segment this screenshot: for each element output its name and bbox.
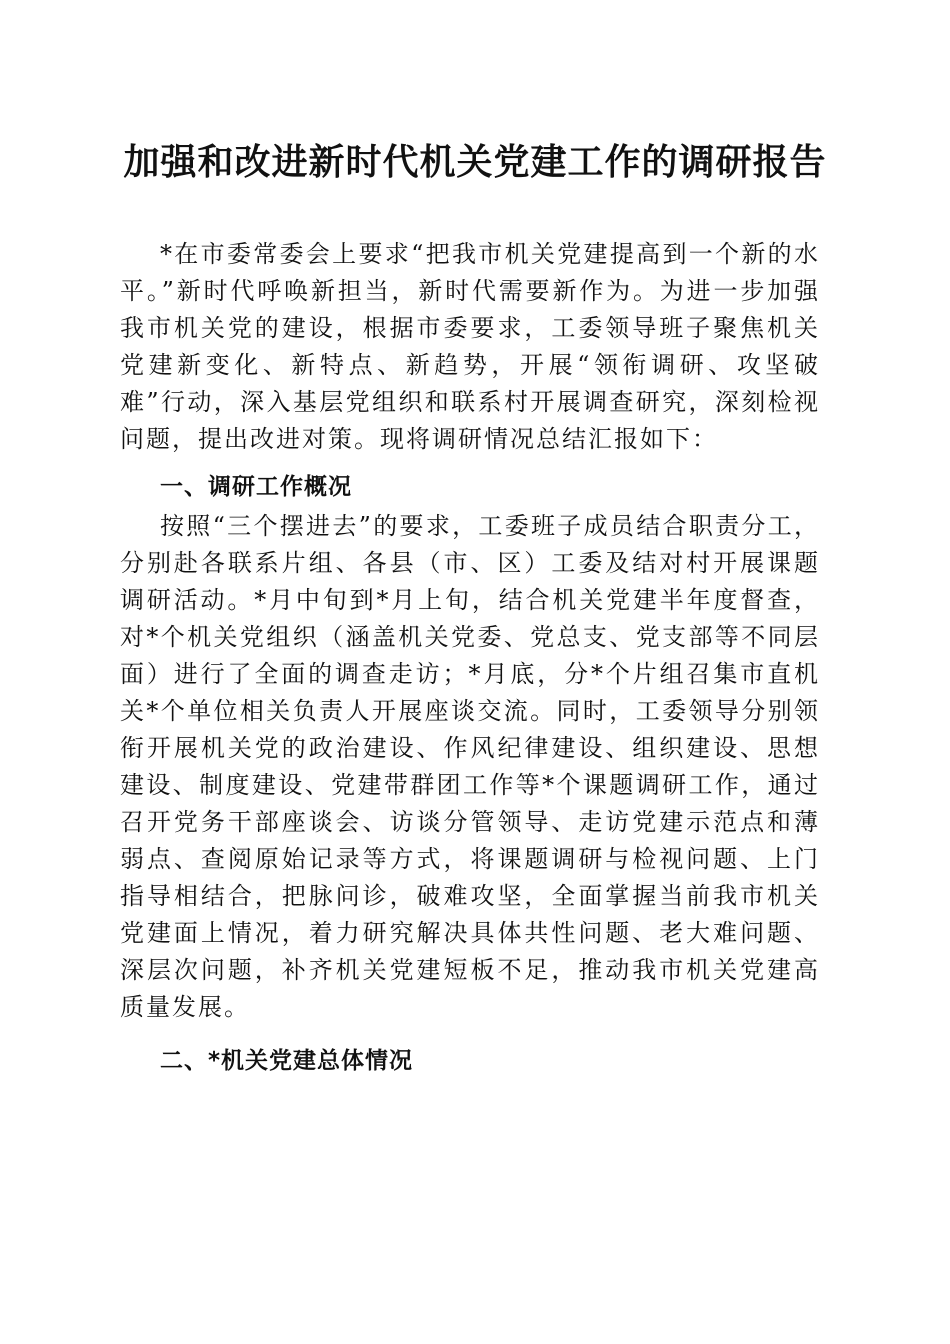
overview-paragraph: 按照“三个摆进去”的要求，工委班子成员结合职责分工，分别赴各联系片组、各县（市、区）工委及结对村开展课题调研活动。*月中旬到*月上旬，结合机关党建半年度督查，对*个机关党组织（涵盖机关党委、党总支、党支部等不同层面）进行了全面的调查走访；*月底，分*个片组召集市直机关*个单位相关负责人开展座谈交流。同时，工委领导分别领衔开展机关党的政治建设、作风纪律建设、组织建设、思想建设、制度建设、党建带群团工作等*个课题调研工作，通过召开党务干部座谈会、访谈分管领导、走访党建示范点和薄弱点、查阅原始记录等方式，将课题调研与检视问题、上门指导相结合，把脉问诊，破难攻坚，全面掌握当前我市机关党建面上情况，着力研究解决具体共性问题、老大难问题、深层次问题，补齐机关党建短板不足，推动我市机关党建高质量发展。 bbox=[120, 512, 820, 1021]
intro-paragraph: *在市委常委会上要求“把我市机关党建提高到一个新的水平。”新时代呼唤新担当，新时代需要新作为。为进一步加强我市机关党的建设，根据市委要求，工委领导班子聚焦机关党建新变化、新特点、新趋势，开展“领衔调研、攻坚破难”行动，深入基层党组织和联系村开展调查研究，深刻检视问题，提出改进对策。现将调研情况总结汇报如下： bbox=[120, 240, 820, 453]
section-heading-overview: 一、调研工作概况 bbox=[160, 474, 352, 500]
document-title: 加强和改进新时代机关党建工作的调研报告 bbox=[123, 141, 827, 183]
section-heading-general-situation: 二、*机关党建总体情况 bbox=[160, 1048, 414, 1074]
document-body bbox=[120, 236, 820, 1082]
